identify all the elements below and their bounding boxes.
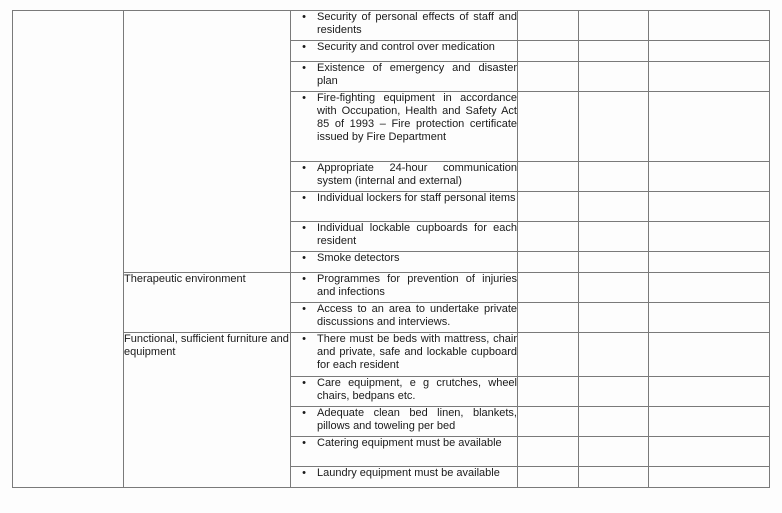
category-cell xyxy=(124,333,291,488)
item-cell xyxy=(291,162,518,192)
score-cell xyxy=(518,273,579,303)
score-cell xyxy=(579,252,649,273)
comment-cell xyxy=(649,41,770,62)
item-text: Catering equipment must be available xyxy=(317,437,502,449)
comment-cell xyxy=(649,437,770,467)
item-text: Existence of emergency and disaster plan xyxy=(317,62,517,87)
bullet-icon: • xyxy=(302,11,306,23)
bullet-icon: • xyxy=(302,377,306,389)
category-cell xyxy=(124,273,291,333)
score-cell xyxy=(579,407,649,437)
score-cell xyxy=(579,162,649,192)
bullet-icon: • xyxy=(302,162,306,174)
score-cell xyxy=(579,192,649,222)
comment-cell xyxy=(649,273,770,303)
item-text: Security of personal effects of staff and residents xyxy=(317,11,517,36)
score-cell xyxy=(518,192,579,222)
score-cell xyxy=(579,41,649,62)
comment-cell xyxy=(649,222,770,252)
checklist-table xyxy=(12,10,770,488)
score-cell xyxy=(518,41,579,62)
score-cell xyxy=(579,437,649,467)
item-cell xyxy=(291,333,518,377)
score-cell xyxy=(518,437,579,467)
score-cell xyxy=(579,333,649,377)
item-cell xyxy=(291,467,518,488)
item-cell xyxy=(291,273,518,303)
bullet-icon: • xyxy=(302,41,306,53)
score-cell xyxy=(579,273,649,303)
bullet-icon: • xyxy=(302,273,306,285)
bullet-icon: • xyxy=(302,303,306,315)
item-cell xyxy=(291,11,518,41)
score-cell xyxy=(518,11,579,41)
item-text: Care equipment, e g crutches, wheel chairs, bedpans etc. xyxy=(317,377,517,402)
bullet-icon: • xyxy=(302,437,306,449)
comment-cell xyxy=(649,92,770,162)
score-cell xyxy=(518,162,579,192)
bullet-icon: • xyxy=(302,467,306,479)
score-cell xyxy=(518,333,579,377)
score-cell xyxy=(518,377,579,407)
comment-cell xyxy=(649,407,770,437)
bullet-icon: • xyxy=(302,333,306,345)
item-cell xyxy=(291,41,518,62)
comment-cell xyxy=(649,333,770,377)
item-cell xyxy=(291,437,518,467)
table-row xyxy=(13,273,770,303)
item-cell xyxy=(291,377,518,407)
score-cell xyxy=(518,252,579,273)
area-cell xyxy=(13,11,124,488)
comment-cell xyxy=(649,377,770,407)
item-text: Individual lockable cupboards for each resident xyxy=(317,222,517,247)
comment-cell xyxy=(649,252,770,273)
item-text: Fire-fighting equipment in accordance with Occupation, Health and Safety Act 85 of 1993 – Fire protection certificate issued by Fire Department xyxy=(317,92,517,143)
item-text: Programmes for prevention of injuries and infections xyxy=(317,273,517,298)
bullet-icon: • xyxy=(302,252,306,264)
score-cell xyxy=(579,467,649,488)
score-cell xyxy=(579,11,649,41)
score-cell xyxy=(579,303,649,333)
comment-cell xyxy=(649,467,770,488)
item-cell xyxy=(291,407,518,437)
table-row xyxy=(13,11,770,41)
comment-cell xyxy=(649,11,770,41)
score-cell xyxy=(518,62,579,92)
category-text: Functional, sufficient furniture and equipment xyxy=(124,333,289,358)
item-text: Smoke detectors xyxy=(317,252,400,264)
score-cell xyxy=(518,407,579,437)
item-text: Security and control over medication xyxy=(317,41,495,53)
item-text: Individual lockers for staff personal items xyxy=(317,192,516,204)
category-cell xyxy=(124,11,291,273)
item-cell xyxy=(291,92,518,162)
score-cell xyxy=(518,467,579,488)
bullet-icon: • xyxy=(302,407,306,419)
score-cell xyxy=(518,303,579,333)
item-text: Laundry equipment must be available xyxy=(317,467,500,479)
score-cell xyxy=(579,222,649,252)
bullet-icon: • xyxy=(302,92,306,104)
table-row xyxy=(13,333,770,377)
item-text: There must be beds with mattress, chair and private, safe and lockable cupboard for each resident xyxy=(317,333,517,371)
bullet-icon: • xyxy=(302,62,306,74)
item-cell xyxy=(291,62,518,92)
item-cell xyxy=(291,192,518,222)
category-text: Therapeutic environment xyxy=(124,273,246,285)
comment-cell xyxy=(649,192,770,222)
comment-cell xyxy=(649,62,770,92)
score-cell xyxy=(579,377,649,407)
item-cell xyxy=(291,252,518,273)
item-text: Access to an area to undertake private discussions and interviews. xyxy=(317,303,517,328)
item-cell xyxy=(291,222,518,252)
score-cell xyxy=(579,62,649,92)
score-cell xyxy=(579,92,649,162)
comment-cell xyxy=(649,162,770,192)
bullet-icon: • xyxy=(302,222,306,234)
item-cell xyxy=(291,303,518,333)
score-cell xyxy=(518,92,579,162)
item-text: Appropriate 24-hour communication system (internal and external) xyxy=(317,162,517,187)
bullet-icon: • xyxy=(302,192,306,204)
score-cell xyxy=(518,222,579,252)
comment-cell xyxy=(649,303,770,333)
item-text: Adequate clean bed linen, blankets, pillows and toweling per bed xyxy=(317,407,517,432)
